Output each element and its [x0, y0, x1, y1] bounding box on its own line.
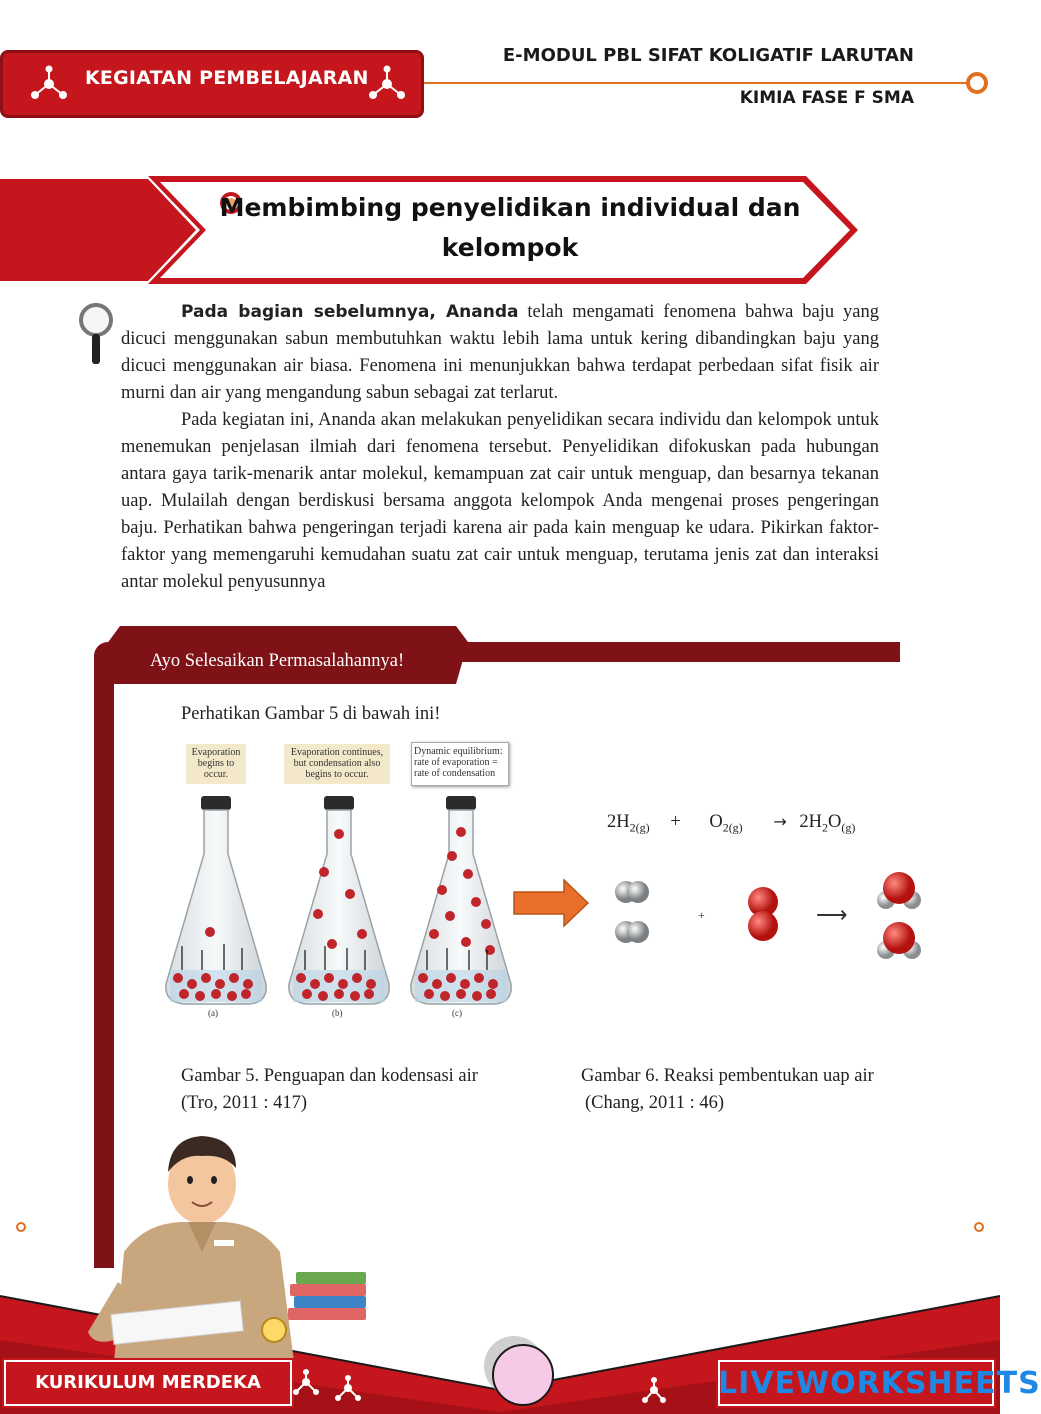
intro-lead: Pada bagian sebelumnya, Ananda	[181, 302, 519, 322]
flask-label-b: Evaporation continues, but condensation also begins to occur.	[284, 744, 390, 784]
problem-instruction: Perhatikan Gambar 5 di bawah ini!	[181, 704, 441, 724]
intro-paragraph-2: Pada kegiatan ini, Ananda akan melakukan penyelidikan secara individu dan kelompok untuk menemukan penjelasan ilmiah dari fenomena tersebut. Penyelidikan difokuskan pada hubungan antara gaya tarik-menarik antar molekul, kemampuan zat cair untuk menguap, dan besarnya tekanan uap. Mulailah dengan berdiskusi bersama anggota kelompok Anda mengenai proses pengeringan baju. Perhatikan bahwa pengeringan terjadi karena air pada kain menguap ke udara. Pikirkan faktor-faktor yang memengaruhi kemudahan suatu zat cair untuk menguap, terutama jenis zat dan interaksi antar molekul penyusunnya	[121, 410, 879, 592]
flasks-illustration	[150, 794, 520, 1024]
panel-letter-c: (c)	[452, 1008, 462, 1018]
side-dot-ornament	[974, 1222, 984, 1232]
intro-text: telah mengamati fenomena bahwa baju yang dicuci menggunakan sabun membutuhkan waktu lebih lama untuk kering dibandingkan baju yang dicuci menggunakan air biasa. Fenomena ini menunjukkan bahwa terdapat perbedaan sifat fisik air murni dan air yang mengandung sabun sebagai zat terlarut.	[121, 302, 879, 403]
subject-label: KIMIA FASE F SMA	[739, 88, 914, 108]
panel-letter-b: (b)	[332, 1008, 343, 1018]
molecule-icon	[367, 65, 407, 103]
module-title: E-MODUL PBL SIFAT KOLIGATIF LARUTAN	[502, 45, 914, 66]
teacher-illustration	[84, 1132, 374, 1362]
molecule-icon	[640, 1376, 670, 1406]
header-divider	[424, 82, 972, 84]
panel-letter-a: (a)	[208, 1008, 218, 1018]
hydrogen-molecule-icon	[612, 870, 652, 950]
problem-box-top-bar	[458, 642, 900, 662]
molecule-icon	[290, 1368, 370, 1404]
flask-b	[289, 796, 389, 1004]
flask-a	[166, 796, 266, 1004]
intro-paragraph-1	[121, 299, 879, 407]
problem-title: Ayo Selesaikan Permasalahannya!	[150, 651, 405, 671]
curriculum-badge: KURIKULUM MERDEKA	[4, 1360, 292, 1406]
section-title: Membimbing penyelidikan individual dan kelompok	[219, 193, 801, 262]
figure-5-source: (Tro, 2011 : 417)	[181, 1093, 308, 1113]
section-label: KEGIATAN PEMBELAJARAN	[85, 67, 369, 89]
flask-c	[411, 796, 511, 1004]
header-dot-ornament	[966, 72, 988, 94]
magnifier-icon	[74, 300, 118, 368]
molecule-arrow: ⟶	[816, 902, 848, 927]
page-number-circle[interactable]	[492, 1344, 554, 1406]
figure-5	[150, 738, 520, 1028]
section-label-box	[0, 50, 424, 118]
figure-6-caption: Gambar 6. Reaksi pembentukan uap air	[581, 1066, 874, 1086]
reaction-equation: $2H_{2(g)} + O_{2(g)} \to 2H_2O_{(g)}$	[607, 812, 856, 835]
molecule-plus: +	[698, 908, 705, 922]
figure-6-source: (Chang, 2011 : 46)	[585, 1093, 725, 1113]
figure-5-caption: Gambar 5. Penguapan dan kodensasi air	[181, 1066, 478, 1086]
molecule-icon	[29, 65, 69, 103]
flask-label-a: Evaporation begins to occur.	[186, 744, 246, 784]
liveworksheets-watermark: LIVEWORKSHEETS	[718, 1366, 1041, 1401]
oxygen-molecule-icon	[740, 884, 786, 946]
water-molecule-icon	[870, 866, 926, 966]
orange-arrow-icon	[512, 878, 592, 928]
side-dot-ornament	[16, 1222, 26, 1232]
flask-label-c: Dynamic equilibrium: rate of evaporation = rate of condensation	[411, 742, 509, 786]
